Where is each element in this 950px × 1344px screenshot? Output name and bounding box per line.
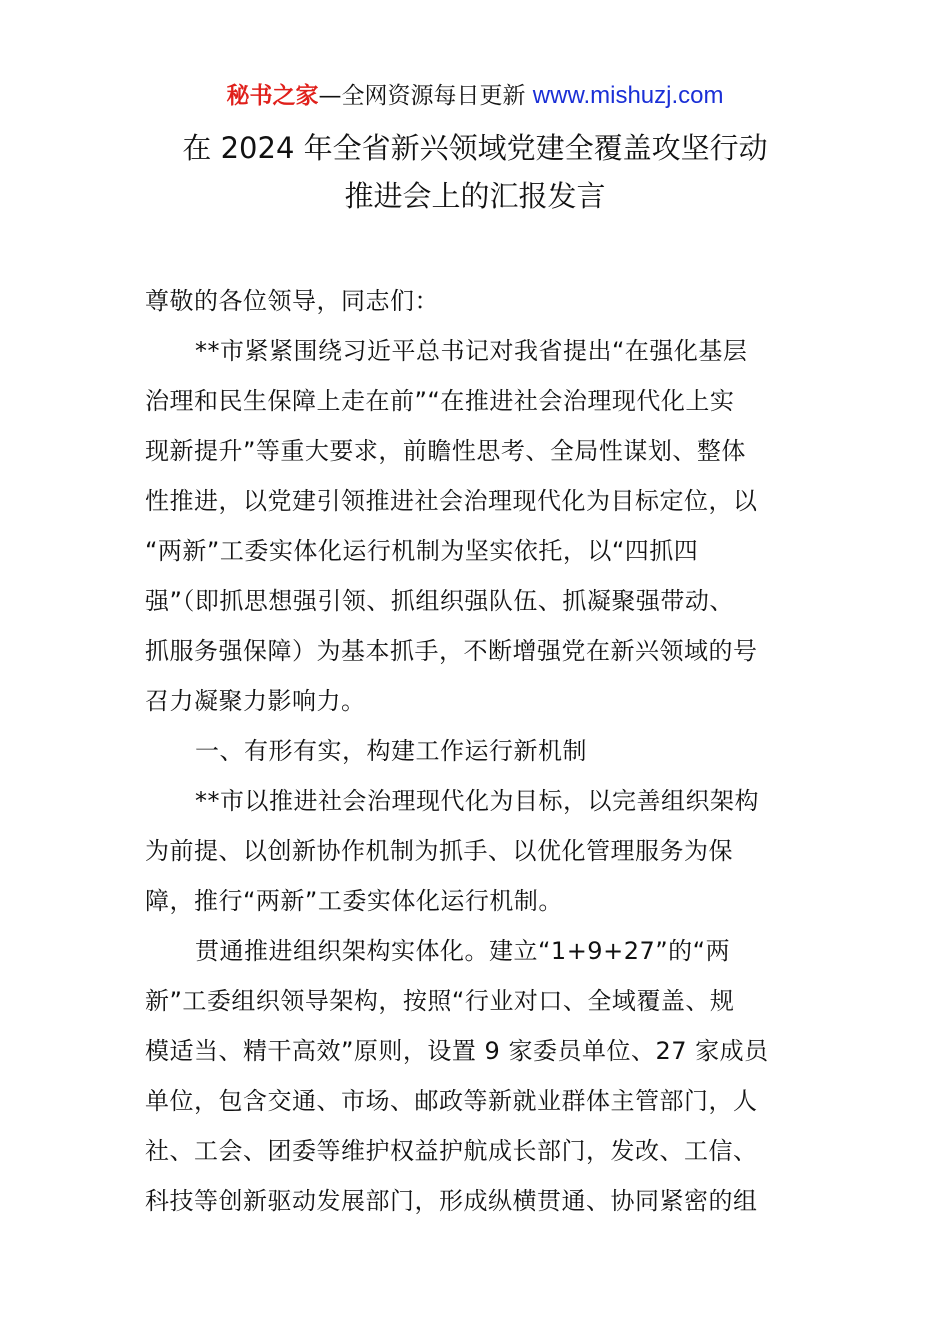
- document-title-line-1: 在 2024 年全省新兴领域党建全覆盖攻坚行动: [182, 131, 768, 165]
- brand-name: 秘书之家: [226, 83, 319, 109]
- paragraph-line: 召力凝聚力影响力。: [145, 687, 366, 715]
- document-title-line-2: 推进会上的汇报发言: [344, 179, 606, 213]
- paragraph-line: 为前提、以创新协作机制为抓手、以优化管理服务为保: [145, 837, 733, 865]
- section-heading: 一、有形有实，构建工作运行新机制: [195, 737, 587, 765]
- paragraph-line: 治理和民生保障上走在前”“在推进社会治理现代化上实: [145, 387, 735, 415]
- site-url-link[interactable]: www.mishuzj.com: [532, 82, 724, 109]
- paragraph-line: 强”（即抓思想强引领、抓组织强队伍、抓凝聚强带动、: [145, 587, 734, 615]
- paragraph-line: 障，推行“两新”工委实体化运行机制。: [145, 887, 563, 915]
- paragraph-line: 单位，包含交通、市场、邮政等新就业群体主管部门，人: [145, 1087, 758, 1115]
- paragraph-line: 新”工委组织领导架构，按照“行业对口、全域覆盖、规: [145, 987, 735, 1015]
- paragraph-line: **市紧紧围绕习近平总书记对我省提出“在强化基层: [195, 337, 748, 365]
- paragraph-line: 科技等创新驱动发展部门，形成纵横贯通、协同紧密的组: [145, 1187, 758, 1215]
- document-body: [145, 276, 809, 1226]
- paragraph-line: 社、工会、团委等维护权益护航成长部门，发改、工信、: [145, 1137, 758, 1165]
- paragraph-line: 现新提升”等重大要求，前瞻性思考、全局性谋划、整体: [145, 437, 746, 465]
- paragraph-line: 贯通推进组织架构实体化。建立“1+9+27”的“两: [195, 937, 731, 965]
- site-header: [0, 80, 950, 112]
- paragraph-line: **市以推进社会治理现代化为目标，以完善组织架构: [195, 787, 759, 815]
- paragraph-line: “两新”工委实体化运行机制为坚实依托，以“四抓四: [145, 537, 699, 565]
- paragraph-line: 性推进，以党建引领推进社会治理现代化为目标定位，以: [145, 487, 758, 515]
- salutation: 尊敬的各位领导，同志们：: [145, 287, 439, 315]
- header-tagline: —全网资源每日更新: [318, 83, 533, 109]
- paragraph-line: 抓服务强保障）为基本抓手，不断增强党在新兴领域的号: [145, 637, 758, 665]
- paragraph-line: 模适当、精干高效”原则，设置 9 家委员单位、27 家成员: [145, 1037, 769, 1065]
